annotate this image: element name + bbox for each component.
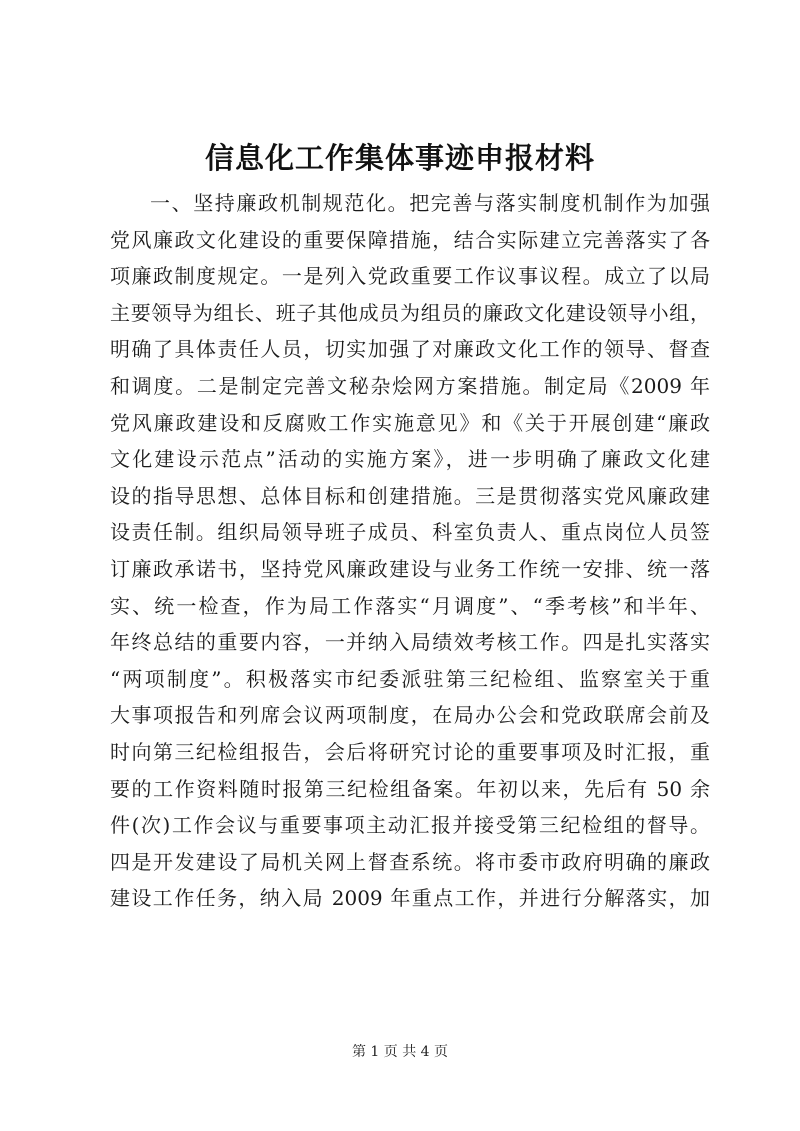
paragraph-line: 时向第三纪检组报告，会后将研究讨论的重要事项及时汇报，重: [110, 739, 710, 764]
paragraph-line: 件(次)工作会议与重要事项主动汇报并接受第三纪检组的督导。: [110, 813, 710, 838]
paragraph-line: 实、统一检查，作为局工作落实“月调度”、“季考核”和半年、: [110, 593, 710, 618]
paragraph-line: 明确了具体责任人员，切实加强了对廉政文化工作的领导、督查: [110, 337, 710, 362]
paragraph-line: 设责任制。组织局领导班子成员、科室负责人、重点岗位人员签: [110, 520, 710, 545]
page-footer: 第 1 页 共 4 页: [351, 1044, 449, 1060]
paragraph-line: 一、坚持廉政机制规范化。把完善与落实制度机制作为加强: [150, 191, 710, 215]
paragraph-line: 四是开发建设了局机关网上督查系统。将市委市政府明确的廉政: [110, 849, 710, 874]
paragraph-line: 和调度。二是制定完善文秘杂烩网方案措施。制定局《2009 年: [110, 373, 710, 398]
paragraph-line: 要的工作资料随时报第三纪检组备案。年初以来，先后有 50 余: [110, 776, 710, 801]
paragraph-line: 设的指导思想、总体目标和创建措施。三是贯彻落实党风廉政建: [110, 483, 710, 508]
paragraph-line: “两项制度”。积极落实市纪委派驻第三纪检组、监察室关于重: [110, 666, 710, 691]
paragraph-line: 建设工作任务，纳入局 2009 年重点工作，并进行分解落实，加: [110, 886, 710, 911]
paragraph-line: 订廉政承诺书，坚持党风廉政建设与业务工作统一安排、统一落: [110, 556, 710, 581]
paragraph-line: 党风廉政文化建设的重要保障措施，结合实际建立完善落实了各: [110, 227, 710, 252]
paragraph-line: 文化建设示范点”活动的实施方案》，进一步明确了廉政文化建: [110, 447, 710, 472]
paragraph-line: 党风廉政建设和反腐败工作实施意见》和《关于开展创建“廉政: [110, 410, 710, 435]
paragraph-line: 项廉政制度规定。一是列入党政重要工作议事议程。成立了以局: [110, 264, 710, 289]
document-title: 信息化工作集体事迹申报材料: [204, 141, 595, 175]
paragraph-line: 大事项报告和列席会议两项制度，在局办公会和党政联席会前及: [110, 703, 710, 728]
paragraph-line: 主要领导为组长、班子其他成员为组员的廉政文化建设领导小组，: [110, 300, 710, 325]
paragraph-line: 年终总结的重要内容，一并纳入局绩效考核工作。四是扎实落实: [110, 630, 710, 655]
document-body: [110, 185, 710, 917]
